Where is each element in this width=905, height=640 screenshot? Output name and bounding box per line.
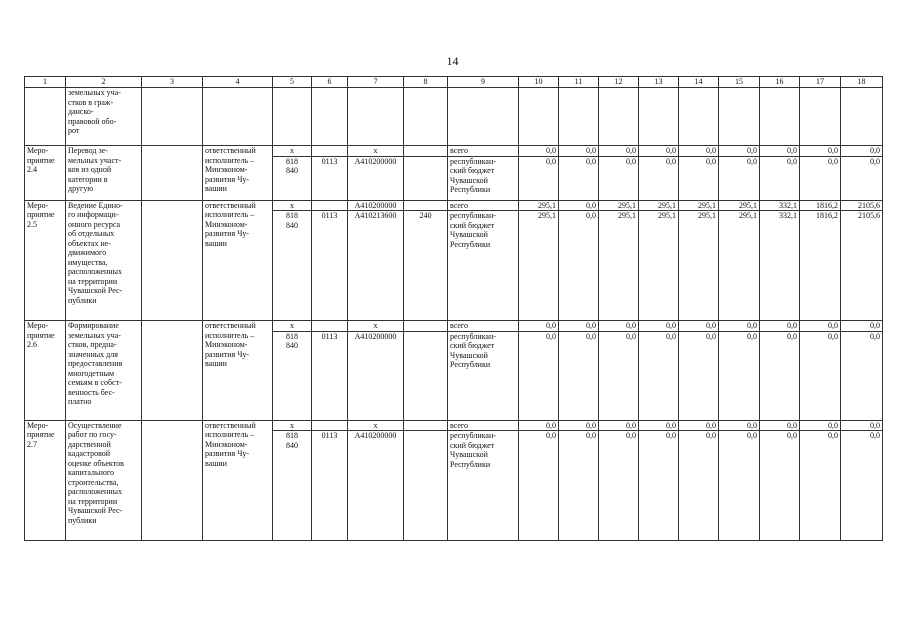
funding-source: всего [448,420,519,431]
continuation-name: земельных уча- стков в граж- данско- правовой обо- рот [66,88,142,146]
column-header: 15 [719,77,760,88]
value-cell: 0,0 [841,156,883,200]
value-cell: 0,0 [719,156,760,200]
cell-section: 0113 [312,211,348,321]
column-header: 8 [404,77,448,88]
value-cell: 0,0 [599,146,639,157]
value-cell: 0,0 [800,420,841,431]
value-cell: 295,1 [719,200,760,211]
cell-grbs: x [273,420,312,431]
value-cell: 0,0 [679,420,719,431]
value-cell: 0,0 [519,156,559,200]
funding-source: всего [448,146,519,157]
funding-source: республикан- ский бюджет Чувашской Республики [448,211,519,321]
header-row [25,77,883,88]
cell-target: x [348,146,404,157]
value-cell: 0,0 [639,146,679,157]
value-cell: 0,0 [719,331,760,420]
cell-grbs: x [273,146,312,157]
value-cell: 0,0 [599,331,639,420]
table-row [25,420,883,431]
column-header: 18 [841,77,883,88]
cell-expense-group [404,321,448,332]
value-cell: 0,0 [639,431,679,541]
cell-grbs: x [273,200,312,211]
column-header: 16 [760,77,800,88]
value-cell: 295,1 [639,211,679,321]
funding-source: всего [448,321,519,332]
column-header: 4 [203,77,273,88]
measure-name: Ведение Едино- го информаци- онного ресурса об отдельных объектах не- движимого имущества, расположенных на территории Чувашской Рес- публики [66,200,142,321]
cell-target: А410200000 [348,156,404,200]
cell-target: x [348,321,404,332]
value-cell: 0,0 [679,321,719,332]
value-cell: 1816,2 [800,200,841,211]
cell-target: А410200000 [348,431,404,541]
value-cell: 0,0 [800,431,841,541]
value-cell: 0,0 [719,420,760,431]
measure-id: Меро- приятие 2.4 [25,146,66,201]
value-cell: 295,1 [679,200,719,211]
value-cell: 0,0 [519,420,559,431]
column-header: 5 [273,77,312,88]
value-cell: 0,0 [841,321,883,332]
value-cell: 295,1 [599,200,639,211]
cell-section: 0113 [312,156,348,200]
cell-expense-group [404,156,448,200]
value-cell: 0,0 [841,420,883,431]
cell-section [312,200,348,211]
value-cell: 0,0 [639,420,679,431]
value-cell: 0,0 [800,146,841,157]
cell-section [312,420,348,431]
value-cell: 0,0 [679,331,719,420]
value-cell: 0,0 [679,146,719,157]
table-row [25,146,883,157]
value-cell: 332,1 [760,211,800,321]
value-cell: 295,1 [719,211,760,321]
value-cell: 0,0 [559,321,599,332]
page-number: 14 [446,54,459,68]
value-cell: 0,0 [841,146,883,157]
value-cell: 0,0 [519,331,559,420]
value-cell: 0,0 [760,146,800,157]
column-header: 13 [639,77,679,88]
value-cell: 0,0 [559,200,599,211]
cell-section: 0113 [312,331,348,420]
cell-section [312,321,348,332]
table-row [25,200,883,211]
value-cell: 0,0 [679,156,719,200]
measure-name: Перевод зе- мельных участ- ков из одной категории в другую [66,146,142,201]
column-header: 6 [312,77,348,88]
value-cell: 0,0 [559,156,599,200]
value-cell: 0,0 [760,331,800,420]
responsible: ответственный исполнитель – Минэконом- развития Чу- вашии [203,200,273,321]
value-cell: 0,0 [559,146,599,157]
value-cell: 0,0 [559,211,599,321]
value-cell: 0,0 [760,420,800,431]
cell-grbs: 818 840 [273,431,312,541]
column-header: 12 [599,77,639,88]
value-cell: 0,0 [519,431,559,541]
column-header: 1 [25,77,66,88]
value-cell: 0,0 [719,431,760,541]
value-cell: 0,0 [559,420,599,431]
value-cell: 2105,6 [841,211,883,321]
value-cell: 0,0 [599,321,639,332]
value-cell: 295,1 [519,200,559,211]
column-header: 10 [519,77,559,88]
responsible: ответственный исполнитель – Минэконом- развития Чу- вашии [203,321,273,421]
value-cell: 0,0 [760,431,800,541]
cell-expense-group [404,420,448,431]
funding-source: всего [448,200,519,211]
value-cell: 0,0 [639,321,679,332]
cell-expense-group [404,331,448,420]
column-header: 9 [448,77,519,88]
measure-id: Меро- приятие 2.5 [25,200,66,321]
value-cell: 0,0 [679,431,719,541]
value-cell: 295,1 [679,211,719,321]
column-header: 17 [800,77,841,88]
column-header: 7 [348,77,404,88]
budget-table [24,76,883,541]
column-header: 11 [559,77,599,88]
value-cell: 0,0 [841,331,883,420]
value-cell: 0,0 [599,431,639,541]
cell-expense-group [404,200,448,211]
value-cell: 0,0 [599,420,639,431]
continuation-row [25,88,883,146]
cell-section: 0113 [312,431,348,541]
cell-grbs: 818 840 [273,211,312,321]
column-header: 3 [142,77,203,88]
column-header: 14 [679,77,719,88]
measure-id: Меро- приятие 2.7 [25,420,66,541]
value-cell: 0,0 [639,156,679,200]
value-cell: 0,0 [800,156,841,200]
value-cell: 0,0 [559,331,599,420]
value-cell: 0,0 [800,331,841,420]
value-cell: 0,0 [519,146,559,157]
value-cell: 0,0 [841,431,883,541]
value-cell: 0,0 [599,156,639,200]
value-cell: 0,0 [719,146,760,157]
funding-source: республикан- ский бюджет Чувашской Республики [448,156,519,200]
table-row [25,321,883,332]
value-cell: 0,0 [760,156,800,200]
value-cell: 0,0 [800,321,841,332]
cell-grbs: 818 840 [273,156,312,200]
value-cell: 0,0 [559,431,599,541]
responsible: ответственный исполнитель – Минэконом- развития Чу- вашии [203,420,273,541]
measure-name: Формирование земельных уча- стков, предна- значенных для предоставления многодетным семьям в собст- венность бес- платно [66,321,142,421]
value-cell: 295,1 [639,200,679,211]
measure-name: Осуществление работ по госу- дарственной кадастровой оценке объектов капитального строительства, расположенных на территории Чувашской Рес- публики [66,420,142,541]
measure-id: Меро- приятие 2.6 [25,321,66,421]
cell-expense-group: 240 [404,211,448,321]
value-cell: 332,1 [760,200,800,211]
cell-grbs: 818 840 [273,331,312,420]
funding-source: республикан- ский бюджет Чувашской Республики [448,431,519,541]
value-cell: 295,1 [599,211,639,321]
cell-target: А410200000 [348,331,404,420]
cell-grbs: x [273,321,312,332]
value-cell: 1816,2 [800,211,841,321]
cell-target: А410213600 [348,211,404,321]
value-cell: 0,0 [719,321,760,332]
value-cell: 0,0 [760,321,800,332]
value-cell: 2105,6 [841,200,883,211]
value-cell: 295,1 [519,211,559,321]
funding-source: республикан- ский бюджет Чувашской Республики [448,331,519,420]
value-cell: 0,0 [639,331,679,420]
cell-expense-group [404,431,448,541]
cell-expense-group [404,146,448,157]
responsible: ответственный исполнитель – Минэконом- развития Чу- вашии [203,146,273,201]
column-header: 2 [66,77,142,88]
value-cell: 0,0 [519,321,559,332]
cell-target: А410200000 [348,200,404,211]
cell-target: x [348,420,404,431]
cell-section [312,146,348,157]
